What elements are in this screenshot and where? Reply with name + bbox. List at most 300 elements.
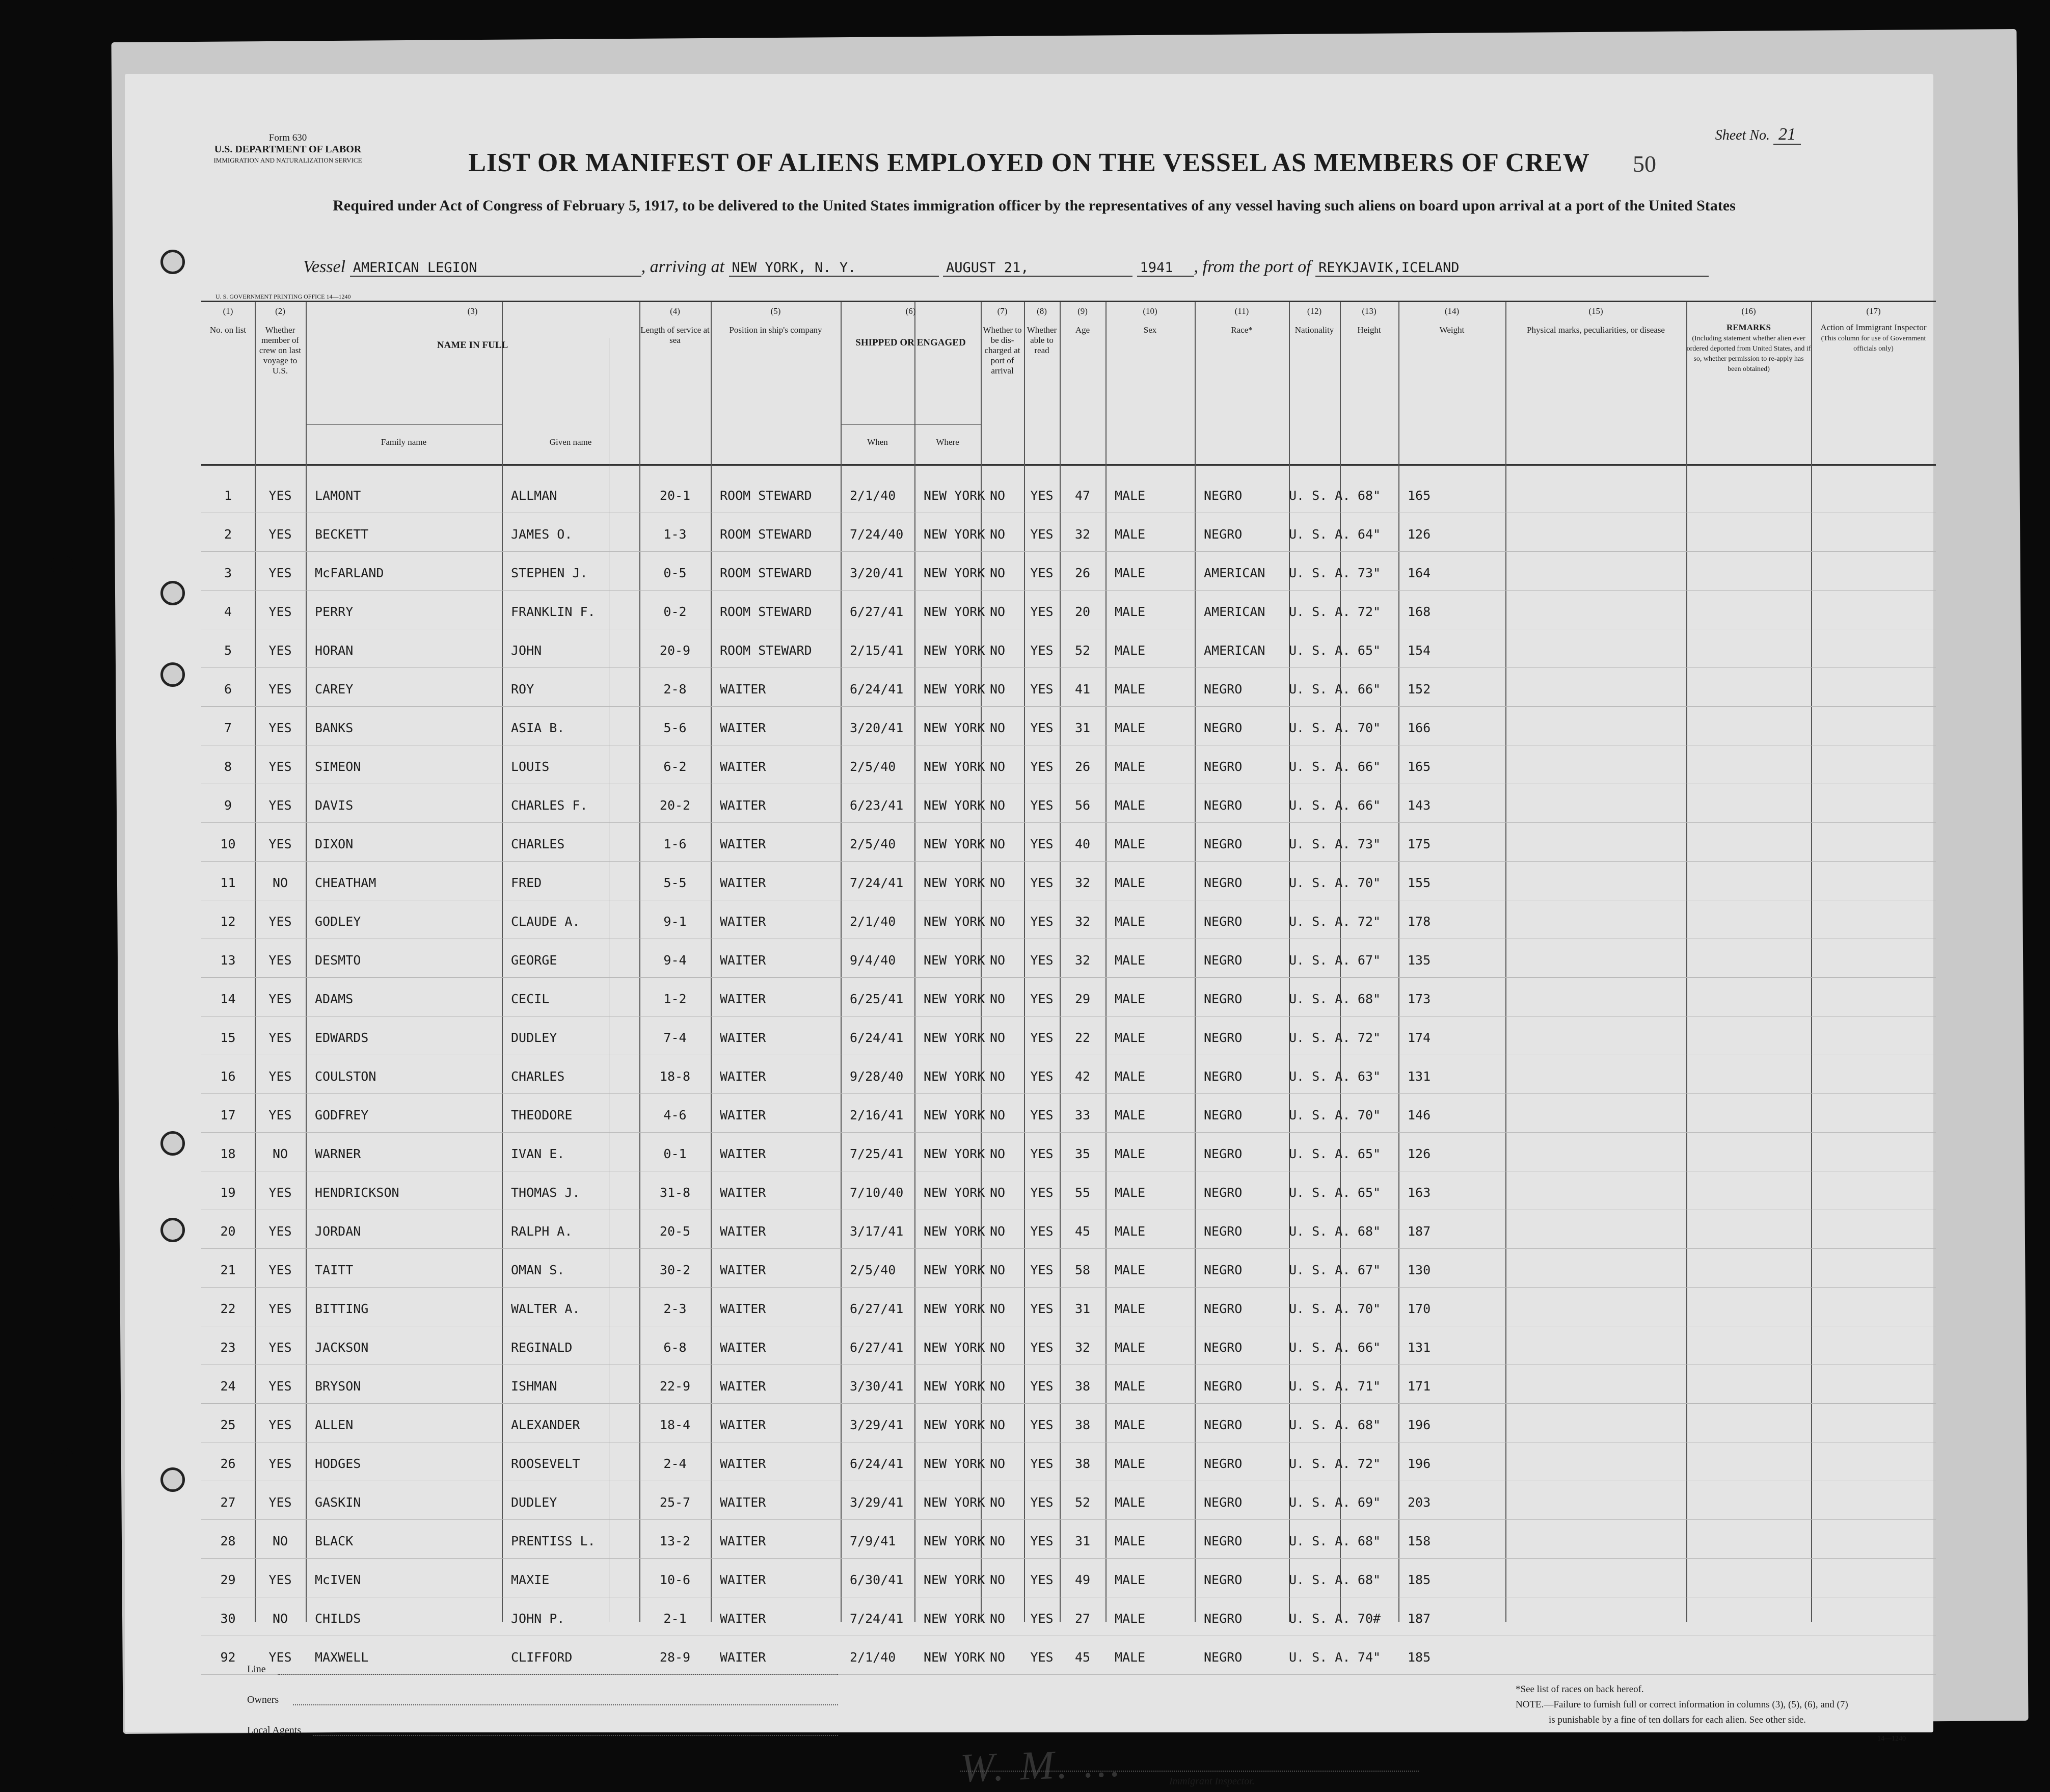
row-height: 70" (1357, 1301, 1381, 1316)
row-family: McIVEN (315, 1572, 361, 1587)
row-read: YES (1030, 566, 1054, 580)
column-divider (841, 302, 842, 1622)
row-family: HENDRICKSON (315, 1185, 399, 1200)
binder-hole (51, 1447, 73, 1466)
row-no: 21 (220, 1263, 236, 1277)
row-age: 32 (1074, 527, 1091, 542)
row-disch: NO (990, 488, 1006, 503)
row-nat: U. S. A. (1289, 1417, 1351, 1432)
row-when: 9/28/40 (850, 1069, 904, 1084)
row-prev: YES (268, 682, 292, 697)
row-race: NEGRO (1204, 759, 1243, 774)
row-position: ROOM STEWARD (720, 488, 812, 503)
row-service: 20-2 (659, 798, 691, 813)
row-weight: 131 (1408, 1340, 1431, 1355)
row-height: 65" (1357, 1185, 1381, 1200)
row-race: NEGRO (1204, 1224, 1243, 1239)
row-height: 73" (1357, 837, 1381, 851)
sheet-number-value: 21 (1773, 125, 1801, 145)
form-number: Form 630 (268, 132, 307, 143)
row-height: 65" (1357, 1146, 1381, 1161)
row-sex: MALE (1115, 914, 1146, 929)
row-disch: NO (990, 1572, 1006, 1587)
row-sex: MALE (1115, 1572, 1146, 1587)
row-when: 2/15/41 (850, 643, 904, 658)
row-family: CAREY (315, 682, 354, 697)
row-where: NEW YORK (924, 1108, 985, 1122)
row-prev: YES (268, 566, 292, 580)
row-where: NEW YORK (924, 1224, 985, 1239)
row-height: 68" (1357, 1417, 1381, 1432)
row-family: TAITT (315, 1263, 354, 1277)
row-height: 66" (1357, 682, 1381, 697)
row-read: YES (1030, 1146, 1054, 1161)
footer-line-label: Line (247, 1664, 266, 1675)
row-service: 31-8 (659, 1185, 691, 1200)
row-given: CLIFFORD (511, 1650, 573, 1665)
row-race: NEGRO (1204, 953, 1243, 968)
row-disch: NO (990, 1495, 1006, 1510)
row-family: BLACK (315, 1534, 354, 1548)
row-read: YES (1030, 992, 1054, 1006)
row-age: 20 (1074, 604, 1091, 619)
row-sex: MALE (1115, 1224, 1146, 1239)
row-no: 7 (224, 720, 232, 735)
row-race: NEGRO (1204, 1146, 1243, 1161)
row-race: NEGRO (1204, 1379, 1243, 1394)
row-family: JORDAN (315, 1224, 361, 1239)
row-nat: U. S. A. (1289, 1456, 1351, 1471)
row-age: 22 (1074, 1030, 1091, 1045)
row-when: 3/30/41 (850, 1379, 904, 1394)
row-service: 18-4 (659, 1417, 691, 1432)
row-given: LOUIS (511, 759, 550, 774)
column-number-2: (2) (275, 306, 285, 316)
footer-agents-fill (313, 1735, 838, 1736)
row-family: PERRY (315, 604, 354, 619)
row-age: 38 (1074, 1456, 1091, 1471)
column-divider (1811, 302, 1812, 1622)
row-position: ROOM STEWARD (720, 604, 812, 619)
header-c10: Sex (1143, 325, 1157, 335)
row-when: 3/17/41 (850, 1224, 904, 1239)
row-height: 68" (1357, 488, 1381, 503)
row-height: 63" (1357, 1069, 1381, 1084)
row-service: 28-9 (659, 1650, 691, 1665)
row-service: 2-4 (663, 1456, 687, 1471)
name-header-divider (306, 424, 502, 425)
row-disch: NO (990, 1069, 1006, 1084)
row-position: WAITER (720, 1572, 766, 1587)
row-given: CHARLES (511, 1069, 565, 1084)
row-read: YES (1030, 1495, 1054, 1510)
row-position: WAITER (720, 1650, 766, 1665)
row-family: ADAMS (315, 992, 354, 1006)
row-no: 23 (220, 1340, 236, 1355)
vessel-name: AMERICAN LEGION (350, 260, 641, 277)
row-where: NEW YORK (924, 992, 985, 1006)
row-when: 9/4/40 (850, 953, 896, 968)
column-number-3: (3) (467, 306, 478, 316)
row-race: NEGRO (1204, 720, 1243, 735)
row-given: JOHN P. (511, 1611, 565, 1626)
row-height: 70" (1357, 720, 1381, 735)
row-read: YES (1030, 1379, 1054, 1394)
row-where: NEW YORK (924, 837, 985, 851)
row-age: 38 (1074, 1379, 1091, 1394)
row-when: 6/27/41 (850, 1301, 904, 1316)
row-nat: U. S. A. (1289, 1224, 1351, 1239)
row-no: 20 (220, 1224, 236, 1239)
note-failure: NOTE.—Failure to furnish full or correct information in columns (3), (5), (6), and (7) (1516, 1699, 1848, 1710)
row-age: 31 (1074, 1534, 1091, 1548)
row-read: YES (1030, 1224, 1054, 1239)
row-read: YES (1030, 1611, 1054, 1626)
row-prev: NO (272, 1534, 288, 1548)
row-weight: 170 (1408, 1301, 1431, 1316)
title-annotation: 50 (1633, 151, 1656, 177)
row-height: 66" (1357, 798, 1381, 813)
row-given: OMAN S. (511, 1263, 565, 1277)
row-position: ROOM STEWARD (720, 527, 812, 542)
row-no: 26 (220, 1456, 236, 1471)
row-when: 7/25/41 (850, 1146, 904, 1161)
row-sex: MALE (1115, 837, 1146, 851)
row-when: 2/5/40 (850, 837, 896, 851)
column-number-17: (17) (1866, 306, 1881, 316)
manifest-sheet (125, 74, 1933, 1791)
row-sex: MALE (1115, 682, 1146, 697)
binder-ring (160, 662, 185, 687)
row-height: 67" (1357, 953, 1381, 968)
row-height: 70" (1357, 1108, 1381, 1122)
row-where: NEW YORK (924, 1301, 985, 1316)
row-age: 41 (1074, 682, 1091, 697)
row-given: MAXIE (511, 1572, 550, 1587)
row-no: 12 (220, 914, 236, 929)
row-position: WAITER (720, 1340, 766, 1355)
row-given: DUDLEY (511, 1030, 557, 1045)
row-service: 20-1 (659, 488, 691, 503)
row-read: YES (1030, 488, 1054, 503)
row-race: AMERICAN (1204, 566, 1265, 580)
row-position: WAITER (720, 992, 766, 1006)
row-disch: NO (990, 914, 1006, 929)
row-race: NEGRO (1204, 527, 1243, 542)
column-number-5: (5) (770, 306, 781, 316)
row-weight: 126 (1408, 1146, 1431, 1161)
row-prev: YES (268, 798, 292, 813)
column-number-1: (1) (223, 306, 233, 316)
row-position: WAITER (720, 682, 766, 697)
binder-ring (160, 1218, 185, 1242)
binder-hole (51, 1111, 73, 1130)
footer-owners-fill (293, 1704, 838, 1705)
row-position: WAITER (720, 1146, 766, 1161)
row-when: 2/5/40 (850, 759, 896, 774)
row-disch: NO (990, 1340, 1006, 1355)
row-nat: U. S. A. (1289, 837, 1351, 851)
row-nat: U. S. A. (1289, 798, 1351, 813)
service-name: IMMIGRATION AND NATURALIZATION SERVICE (213, 156, 362, 164)
row-height: 72" (1357, 1030, 1381, 1045)
row-when: 6/27/41 (850, 604, 904, 619)
row-rule (201, 1248, 1936, 1249)
row-read: YES (1030, 1340, 1054, 1355)
row-read: YES (1030, 682, 1054, 697)
row-race: AMERICAN (1204, 643, 1265, 658)
row-where: NEW YORK (924, 527, 985, 542)
row-family: COULSTON (315, 1069, 376, 1084)
row-prev: YES (268, 527, 292, 542)
row-sex: MALE (1115, 1263, 1146, 1277)
row-given: ASIA B. (511, 720, 565, 735)
column-divider (502, 302, 503, 1622)
row-where: NEW YORK (924, 488, 985, 503)
row-given: THOMAS J. (511, 1185, 580, 1200)
row-age: 55 (1074, 1185, 1091, 1200)
row-no: 5 (224, 643, 232, 658)
row-service: 1-3 (663, 527, 687, 542)
row-family: DAVIS (315, 798, 354, 813)
row-rule (201, 1287, 1936, 1288)
row-given: ALEXANDER (511, 1417, 580, 1432)
row-prev: NO (272, 875, 288, 890)
row-nat: U. S. A. (1289, 527, 1351, 542)
row-family: ALLEN (315, 1417, 354, 1432)
row-service: 20-9 (659, 643, 691, 658)
header-shipped-or-engaged: SHIPPED OR ENGAGED (855, 337, 966, 348)
row-read: YES (1030, 1069, 1054, 1084)
row-where: NEW YORK (924, 875, 985, 890)
row-read: YES (1030, 527, 1054, 542)
row-service: 25-7 (659, 1495, 691, 1510)
row-where: NEW YORK (924, 1379, 985, 1394)
row-read: YES (1030, 759, 1054, 774)
header-c14: Weight (1439, 325, 1465, 335)
row-where: NEW YORK (924, 759, 985, 774)
row-no: 15 (220, 1030, 236, 1045)
header-c7: Whether to be dis-charged at port of arrival (983, 325, 1022, 376)
gpo-line: U. S. GOVERNMENT PRINTING OFFICE 14—1240 (215, 293, 351, 300)
row-service: 13-2 (659, 1534, 691, 1548)
row-read: YES (1030, 798, 1054, 813)
row-when: 6/25/41 (850, 992, 904, 1006)
row-weight: 126 (1408, 527, 1431, 542)
row-age: 29 (1074, 992, 1091, 1006)
row-disch: NO (990, 1456, 1006, 1471)
row-nat: U. S. A. (1289, 1030, 1351, 1045)
row-rule (201, 1403, 1936, 1404)
row-read: YES (1030, 643, 1054, 658)
footer-line-fill (278, 1674, 838, 1675)
row-prev: YES (268, 1650, 292, 1665)
row-disch: NO (990, 992, 1006, 1006)
row-rule (201, 551, 1936, 552)
row-service: 30-2 (659, 1263, 691, 1277)
row-position: WAITER (720, 914, 766, 929)
row-race: NEGRO (1204, 682, 1243, 697)
row-age: 40 (1074, 837, 1091, 851)
column-number-12: (12) (1307, 306, 1322, 316)
row-nat: U. S. A. (1289, 1069, 1351, 1084)
row-rule (201, 1093, 1936, 1094)
row-prev: YES (268, 992, 292, 1006)
row-no: 18 (220, 1146, 236, 1161)
row-sex: MALE (1115, 1340, 1146, 1355)
row-prev: YES (268, 720, 292, 735)
row-prev: YES (268, 1069, 292, 1084)
row-no: 3 (224, 566, 232, 580)
binder-hole (51, 1192, 73, 1212)
row-rule (201, 1558, 1936, 1559)
row-where: NEW YORK (924, 1340, 985, 1355)
row-read: YES (1030, 1185, 1054, 1200)
row-age: 26 (1074, 566, 1091, 580)
row-sex: MALE (1115, 1108, 1146, 1122)
header-c11: Race* (1231, 325, 1253, 335)
row-weight: 168 (1408, 604, 1431, 619)
row-service: 5-5 (663, 875, 687, 890)
arrival-date: AUGUST 21, (943, 260, 1132, 277)
column-number-9: (9) (1077, 306, 1088, 316)
row-race: NEGRO (1204, 1069, 1243, 1084)
column-divider (1398, 302, 1399, 1622)
note-fine: is punishable by a fine of ten dollars for each alien. See other side. (1549, 1715, 1806, 1725)
row-weight: 158 (1408, 1534, 1431, 1548)
header-divider (201, 464, 1936, 466)
row-no: 92 (220, 1650, 236, 1665)
row-given: PRENTISS L. (511, 1534, 596, 1548)
row-weight: 143 (1408, 798, 1431, 813)
row-race: NEGRO (1204, 1417, 1243, 1432)
header-c12: Nationality (1294, 325, 1334, 335)
binder-hole (51, 555, 73, 575)
column-number-13: (13) (1362, 306, 1377, 316)
row-where: NEW YORK (924, 1185, 985, 1200)
binder-ring (160, 581, 185, 605)
row-family: GASKIN (315, 1495, 361, 1510)
row-race: NEGRO (1204, 914, 1243, 929)
row-no: 10 (220, 837, 236, 851)
row-where: NEW YORK (924, 604, 985, 619)
row-age: 31 (1074, 720, 1091, 735)
row-disch: NO (990, 953, 1006, 968)
row-nat: U. S. A. (1289, 1340, 1351, 1355)
row-when: 2/1/40 (850, 1650, 896, 1665)
row-prev: YES (268, 837, 292, 851)
row-sex: MALE (1115, 1030, 1146, 1045)
row-weight: 163 (1408, 1185, 1431, 1200)
row-service: 0-1 (663, 1146, 687, 1161)
row-age: 32 (1074, 953, 1091, 968)
row-nat: U. S. A. (1289, 1185, 1351, 1200)
column-number-10: (10) (1143, 306, 1157, 316)
row-no: 14 (220, 992, 236, 1006)
row-race: NEGRO (1204, 798, 1243, 813)
row-when: 2/5/40 (850, 1263, 896, 1277)
row-age: 58 (1074, 1263, 1091, 1277)
row-sex: MALE (1115, 798, 1146, 813)
row-sex: MALE (1115, 1456, 1146, 1471)
row-service: 2-1 (663, 1611, 687, 1626)
row-when: 6/23/41 (850, 798, 904, 813)
row-prev: YES (268, 1456, 292, 1471)
header-when: When (867, 437, 888, 447)
row-weight: 152 (1408, 682, 1431, 697)
row-read: YES (1030, 1572, 1054, 1587)
row-no: 19 (220, 1185, 236, 1200)
row-when: 6/24/41 (850, 1030, 904, 1045)
header-family-name: Family name (381, 437, 427, 447)
row-disch: NO (990, 1417, 1006, 1432)
row-weight: 173 (1408, 992, 1431, 1006)
column-divider (306, 302, 307, 1622)
row-disch: NO (990, 1301, 1006, 1316)
header-c9: Age (1075, 325, 1090, 335)
row-prev: YES (268, 759, 292, 774)
row-disch: NO (990, 1030, 1006, 1045)
row-given: FRANKLIN F. (511, 604, 596, 619)
row-height: 70# (1357, 1611, 1381, 1626)
vessel-line (303, 257, 1709, 277)
row-sex: MALE (1115, 1301, 1146, 1316)
row-no: 29 (220, 1572, 236, 1587)
header-inspector-action: Action of Immigrant Inspector (This column for use of Government officials only) (1820, 323, 1927, 353)
row-given: GEORGE (511, 953, 557, 968)
row-age: 42 (1074, 1069, 1091, 1084)
row-given: JOHN (511, 643, 542, 658)
row-family: BANKS (315, 720, 354, 735)
row-given: CHARLES F. (511, 798, 588, 813)
row-nat: U. S. A. (1289, 604, 1351, 619)
row-position: WAITER (720, 875, 766, 890)
binder-ring (160, 1131, 185, 1156)
row-sex: MALE (1115, 1417, 1146, 1432)
row-read: YES (1030, 914, 1054, 929)
page-subtitle: Required under Act of Congress of February 5, 1917, to be delivered to the United States immigration officer by the representatives of any vessel having such aliens on board upon arrival at a port of the United States (333, 197, 1736, 214)
row-sex: MALE (1115, 1650, 1146, 1665)
row-when: 2/1/40 (850, 488, 896, 503)
row-race: NEGRO (1204, 1650, 1243, 1665)
from-port: REYKJAVIK,ICELAND (1315, 260, 1709, 277)
row-race: NEGRO (1204, 1534, 1243, 1548)
column-number-14: (14) (1444, 306, 1460, 316)
row-prev: YES (268, 1030, 292, 1045)
row-nat: U. S. A. (1289, 914, 1351, 929)
row-service: 4-6 (663, 1108, 687, 1122)
row-sex: MALE (1115, 875, 1146, 890)
row-sex: MALE (1115, 759, 1146, 774)
row-age: 26 (1074, 759, 1091, 774)
row-age: 47 (1074, 488, 1091, 503)
column-number-15: (15) (1588, 306, 1603, 316)
row-when: 7/10/40 (850, 1185, 904, 1200)
row-given: RALPH A. (511, 1224, 573, 1239)
row-service: 0-2 (663, 604, 687, 619)
row-when: 3/29/41 (850, 1495, 904, 1510)
header-c5: Position in ship's company (729, 325, 822, 335)
row-read: YES (1030, 875, 1054, 890)
row-position: WAITER (720, 1534, 766, 1548)
row-weight: 166 (1408, 720, 1431, 735)
row-where: NEW YORK (924, 1572, 985, 1587)
row-race: NEGRO (1204, 875, 1243, 890)
row-prev: YES (268, 1572, 292, 1587)
row-given: ROY (511, 682, 534, 697)
row-weight: 196 (1408, 1417, 1431, 1432)
header-where: Where (936, 437, 959, 447)
